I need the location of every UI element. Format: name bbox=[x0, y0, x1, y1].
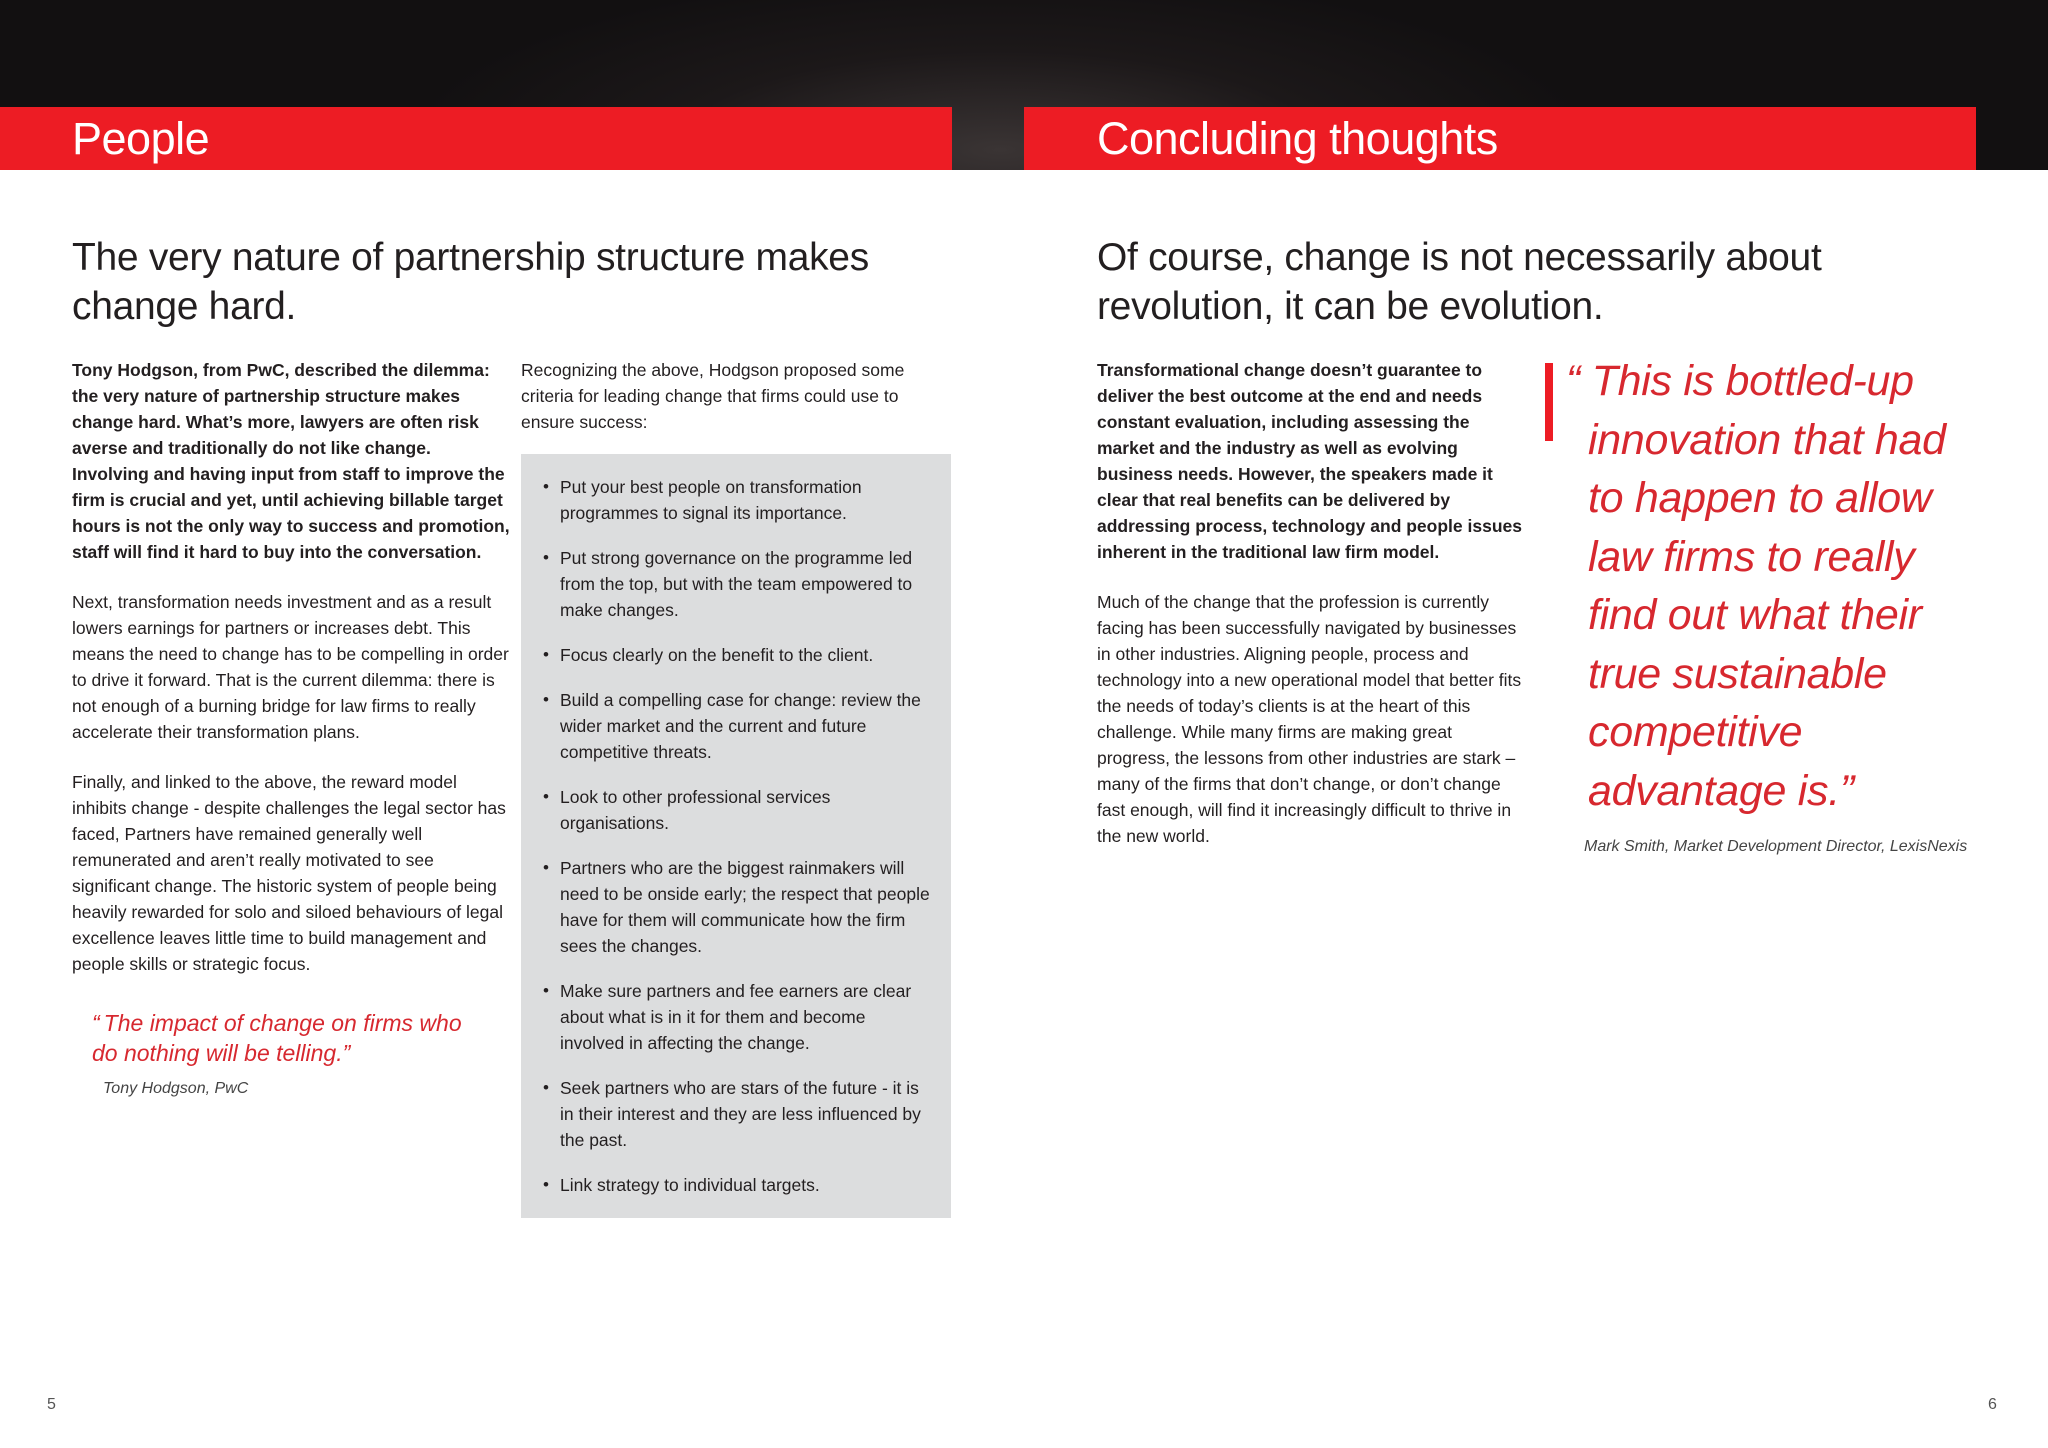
criteria-item bbox=[543, 474, 931, 526]
criteria-text: Build a compelling case for change: review the wider market and the current and future competitive threats. bbox=[560, 690, 921, 762]
page-headline: Of course, change is not necessarily about revolution, it can be evolution. bbox=[1097, 236, 1822, 328]
section-header-people bbox=[0, 107, 952, 170]
body-paragraph: Much of the change that the profession is currently facing has been successfully navigated by businesses in other industries. Aligning people, process and technology into a new operational model that better fits the needs of today’s clients is at the heart of this challenge. While many firms are making great progress, the lessons from other industries are stark – many of the firms that don’t change, or don’t change fast enough, will find it increasingly difficult to thrive in the new world. bbox=[1097, 592, 1522, 846]
criteria-text: Partners who are the biggest rainmakers will need to be onside early; the respect that people have for them will communicate how the firm sees the changes. bbox=[560, 858, 930, 956]
criteria-item bbox=[543, 978, 931, 1056]
criteria-intro: Recognizing the above, Hodgson proposed some criteria for leading change that firms could use to ensure success: bbox=[521, 360, 905, 432]
quote-line: competitive bbox=[1588, 708, 1803, 756]
left-column-1 bbox=[72, 357, 512, 1001]
quote-text: The impact of change on firms who do nothing will be telling.” bbox=[92, 1010, 462, 1066]
bullet-icon: • bbox=[543, 981, 549, 1000]
pull-quote-large bbox=[1566, 352, 1986, 820]
quote-line bbox=[1566, 352, 1986, 411]
bullet-icon: • bbox=[543, 690, 549, 709]
quote-line: innovation that had bbox=[1588, 415, 1946, 464]
quote-line: find out what their bbox=[1588, 591, 1922, 639]
page-number: 6 bbox=[1988, 1396, 1997, 1413]
quote-attribution: Tony Hodgson, PwC bbox=[103, 1080, 249, 1097]
criteria-item bbox=[543, 855, 931, 959]
criteria-item bbox=[543, 1075, 931, 1153]
section-title: People bbox=[72, 112, 210, 164]
criteria-text: Seek partners who are stars of the future - it is in their interest and they are less influenced by the past. bbox=[560, 1078, 921, 1150]
criteria-text: Look to other professional services organisations. bbox=[560, 787, 831, 833]
page-number: 5 bbox=[47, 1396, 56, 1413]
intro-paragraph: Tony Hodgson, from PwC, described the dilemma: the very nature of partnership structure makes change hard. What’s more, lawyers are often risk averse and traditionally do not like change. Involving and having input from staff to improve the firm is crucial and yet, until achieving billable target hours is not the only way to success and promotion, staff will find it hard to buy into the conversation. bbox=[72, 360, 510, 562]
bullet-icon: • bbox=[543, 787, 549, 806]
right-column-1 bbox=[1097, 357, 1527, 873]
bullet-icon: • bbox=[543, 548, 549, 567]
bullet-icon: • bbox=[543, 858, 549, 877]
bullet-icon: • bbox=[543, 1078, 549, 1097]
section-title: Concluding thoughts bbox=[1097, 112, 1498, 164]
criteria-item bbox=[543, 1172, 931, 1198]
criteria-panel bbox=[521, 454, 951, 1218]
quote-line: law firms to really bbox=[1588, 532, 1915, 581]
criteria-text: Focus clearly on the benefit to the client. bbox=[560, 645, 874, 665]
quote-accent-rule bbox=[1545, 363, 1553, 441]
pull-quote bbox=[92, 1008, 492, 1068]
page-headline: The very nature of partnership structure makes change hard. bbox=[72, 236, 869, 328]
quote-line-text: This is bottled-up bbox=[1591, 357, 1914, 405]
bullet-icon: • bbox=[543, 1175, 549, 1194]
criteria-text: Put strong governance on the programme led from the top, but with the team empowered to make changes. bbox=[560, 548, 913, 620]
body-paragraph: Next, transformation needs investment and as a result lowers earnings for partners or increases debt. This means the need to change has to be compelling in order to drive it forward. That is the current dilemma: there is not enough of a burning bridge for law firms to really accelerate their transformation plans. bbox=[72, 592, 509, 742]
criteria-text: Put your best people on transformation programmes to signal its importance. bbox=[560, 477, 862, 523]
criteria-item bbox=[543, 784, 931, 836]
body-paragraph: Finally, and linked to the above, the reward model inhibits change - despite challenges the legal sector has faced, Partners have remained generally well remunerated and aren’t really motivated to see significant change. The historic system of people being heavily rewarded for solo and siloed behaviours of legal excellence leaves little time to build management and people skills or strategic focus. bbox=[72, 772, 506, 974]
criteria-text: Make sure partners and fee earners are clear about what is in it for them and become involved in affecting the change. bbox=[560, 981, 912, 1053]
criteria-list bbox=[543, 474, 931, 1198]
bullet-icon: • bbox=[543, 477, 549, 496]
section-header-concluding-thoughts bbox=[1024, 107, 1976, 170]
intro-paragraph: Transformational change doesn’t guarantee to deliver the best outcome at the end and needs constant evaluation, including assessing the market and the industry as well as evolving business needs. However, the speakers made it clear that real benefits can be delivered by addressing process, technology and people issues inherent in the traditional law firm model. bbox=[1097, 360, 1522, 562]
criteria-item bbox=[543, 642, 931, 668]
quote-mark: “ bbox=[92, 1010, 100, 1036]
quote-line: to happen to allow bbox=[1588, 474, 1932, 522]
bullet-icon: • bbox=[543, 645, 549, 664]
quote-line: true sustainable bbox=[1588, 649, 1887, 698]
quote-mark: “ bbox=[1566, 357, 1581, 405]
quote-line: advantage is.” bbox=[1588, 766, 1854, 815]
criteria-item bbox=[543, 687, 931, 765]
criteria-item bbox=[543, 545, 931, 623]
quote-attribution: Mark Smith, Market Development Director, LexisNexis bbox=[1584, 838, 1968, 855]
criteria-text: Link strategy to individual targets. bbox=[560, 1175, 820, 1195]
left-column-2 bbox=[521, 357, 941, 459]
